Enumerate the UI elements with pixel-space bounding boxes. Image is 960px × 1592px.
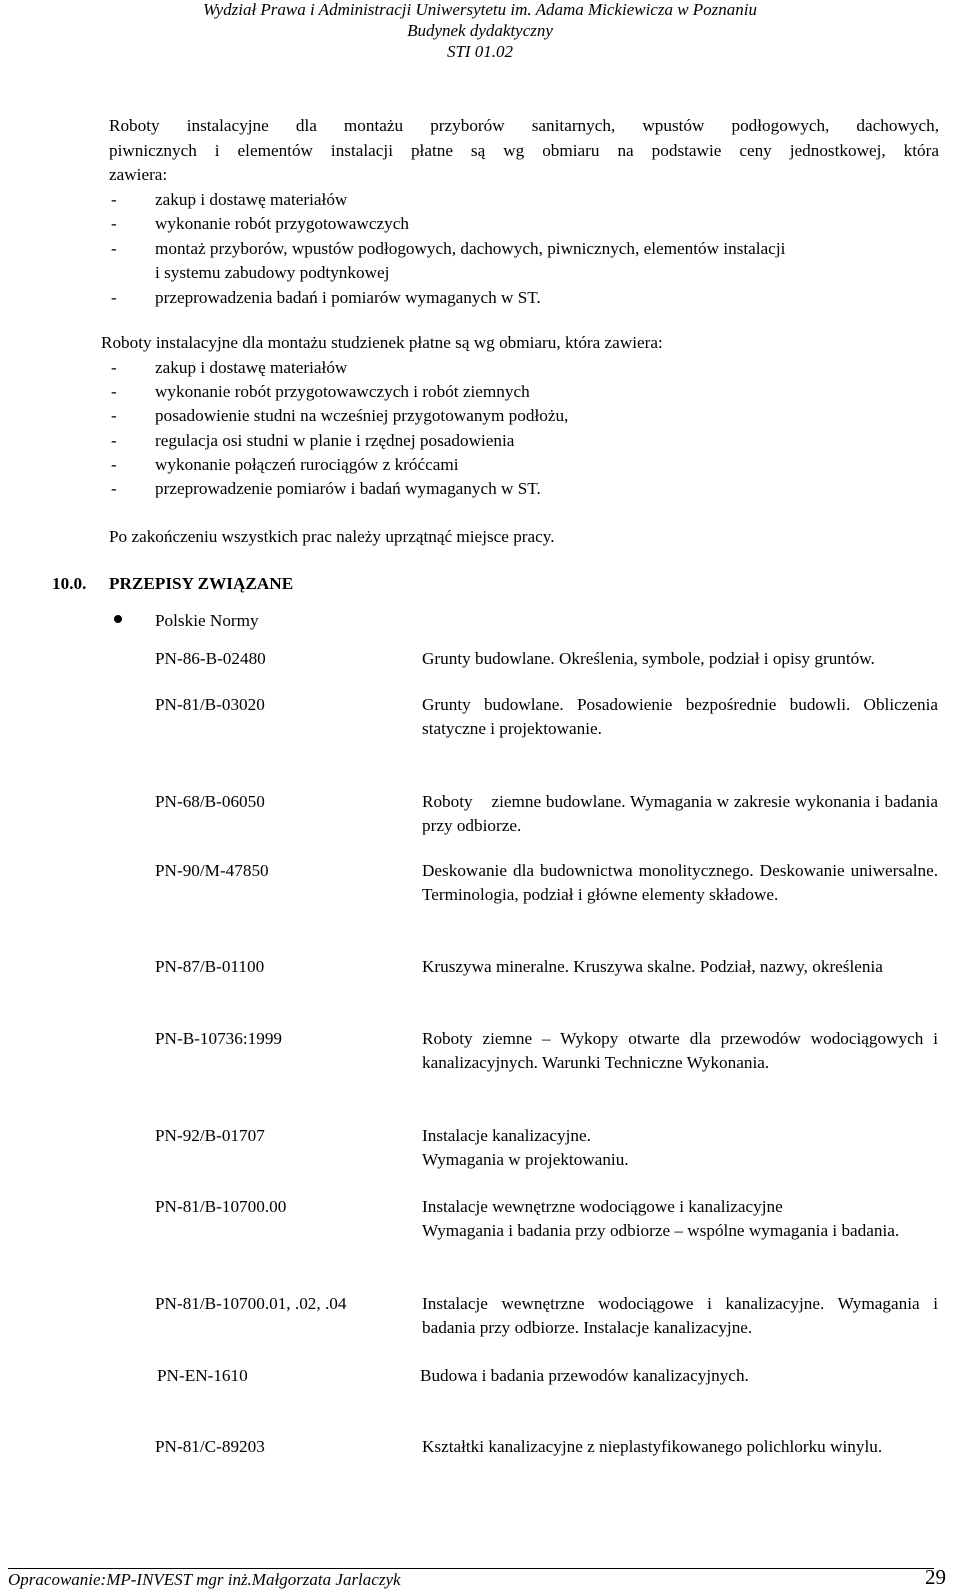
list-dash: - <box>111 214 117 233</box>
list-item: regulacja osi studni w planie i rzędnej posadowienia <box>155 431 515 450</box>
header-spec-code: STI 01.02 <box>446 42 514 61</box>
list-dash: - <box>111 358 117 377</box>
standard-code: PN-92/B-01707 <box>155 1126 265 1145</box>
standard-description: Budowa i badania przewodów kanalizacyjnych. <box>420 1366 749 1385</box>
page-number: 29 <box>925 1565 946 1589</box>
list-dash: - <box>111 406 117 425</box>
standard-description: Kruszywa mineralne. Kruszywa skalne. Podział, nazwy, określenia <box>422 957 883 976</box>
section-title: PRZEPISY ZWIĄZANE <box>109 574 294 593</box>
list-dash: - <box>111 288 117 307</box>
standard-description: Instalacje wewnętrzne wodociągowe i kanalizacyjne. Wymagania i badania przy odbiorze. Instalacje kanalizacyjne. <box>422 1294 938 1337</box>
standard-code: PN-81/B-10700.00 <box>155 1197 287 1216</box>
paragraph-line: piwnicznych i elementów instalacji płatne są wg obmiaru na podstawie ceny jednostkowej, która <box>109 141 939 160</box>
standard-code: PN-81/B-10700.01, .02, .04 <box>155 1294 347 1313</box>
standard-description: Grunty budowlane. Posadowienie bezpośrednie budowli. Obliczenia statyczne i projektowanie. <box>422 695 938 738</box>
subsection-title: Polskie Normy <box>155 611 259 630</box>
list-item-continuation: i systemu zabudowy podtynkowej <box>155 263 390 282</box>
header-building: Budynek dydaktyczny <box>407 21 553 40</box>
paragraph-intro: Roboty instalacyjne dla montażu studzienek płatne są wg obmiaru, która zawiera: <box>101 333 663 352</box>
standard-code: PN-81/B-03020 <box>155 695 265 714</box>
standard-description: Kształtki kanalizacyjne z nieplastyfikowanego polichlorku winylu. <box>422 1437 883 1456</box>
bullet-icon <box>114 615 122 623</box>
standard-description: Roboty ziemne budowlane. Wymagania w zakresie wykonania i badania przy odbiorze. <box>422 792 943 835</box>
standard-code: PN-87/B-01100 <box>155 957 265 976</box>
list-dash: - <box>111 239 117 258</box>
footer-author: Opracowanie:MP-INVEST mgr inż.Małgorzata Jarlaczyk <box>8 1570 401 1589</box>
list-item: wykonanie robót przygotowawczych i robót ziemnych <box>155 382 530 401</box>
list-item: zakup i dostawę materiałów <box>155 190 348 209</box>
closing-sentence: Po zakończeniu wszystkich prac należy uprzątnąć miejsce pracy. <box>109 527 555 546</box>
list-dash: - <box>111 455 117 474</box>
standard-description: Roboty ziemne – Wykopy otwarte dla przewodów wodociągowych i kanalizacyjnych. Warunki Techniczne Wykonania. <box>422 1029 938 1072</box>
standard-code: PN-68/B-06050 <box>155 792 265 811</box>
standard-description: Instalacje wewnętrzne wodociągowe i kanalizacyjne <box>422 1197 783 1216</box>
list-item: wykonanie połączeń rurociągów z króćcami <box>155 455 459 474</box>
paragraph-line: Roboty instalacyjne dla montażu przyborów sanitarnych, wpustów podłogowych, dachowych, <box>109 116 939 135</box>
paragraph-line: zawiera: <box>109 165 168 184</box>
standard-code: PN-90/M-47850 <box>155 861 269 880</box>
standard-code: PN-EN-1610 <box>157 1366 248 1385</box>
list-item: posadowienie studni na wcześniej przygotowanym podłożu, <box>155 406 569 425</box>
standard-code: PN-81/C-89203 <box>155 1437 265 1456</box>
standard-code: PN-B-10736:1999 <box>155 1029 283 1048</box>
list-item: zakup i dostawę materiałów <box>155 358 348 377</box>
list-dash: - <box>111 431 117 450</box>
list-dash: - <box>111 479 117 498</box>
header-institution: Wydział Prawa i Administracji Uniwersytetu im. Adama Mickiewicza w Poznaniu <box>202 0 758 19</box>
standard-code: PN-86-B-02480 <box>155 649 266 668</box>
standard-description-line2: Wymagania i badania przy odbiorze – wspólne wymagania i badania. <box>422 1221 900 1240</box>
list-item: przeprowadzenie pomiarów i badań wymaganych w ST. <box>155 479 541 498</box>
list-item: przeprowadzenia badań i pomiarów wymaganych w ST. <box>155 288 541 307</box>
list-dash: - <box>111 190 117 209</box>
standard-description: Grunty budowlane. Określenia, symbole, podział i opisy gruntów. <box>422 649 875 668</box>
standard-description: Instalacje kanalizacyjne. <box>422 1126 591 1145</box>
standard-description: Deskowanie dla budownictwa monolitycznego. Deskowanie uniwersalne. Terminologia, podział i główne elementy składowe. <box>422 861 938 904</box>
section-number: 10.0. <box>52 574 87 593</box>
list-item: montaż przyborów, wpustów podłogowych, dachowych, piwnicznych, elementów instalacji <box>155 239 786 258</box>
standard-description-line2: Wymagania w projektowaniu. <box>422 1150 629 1169</box>
list-dash: - <box>111 382 117 401</box>
list-item: wykonanie robót przygotowawczych <box>155 214 409 233</box>
